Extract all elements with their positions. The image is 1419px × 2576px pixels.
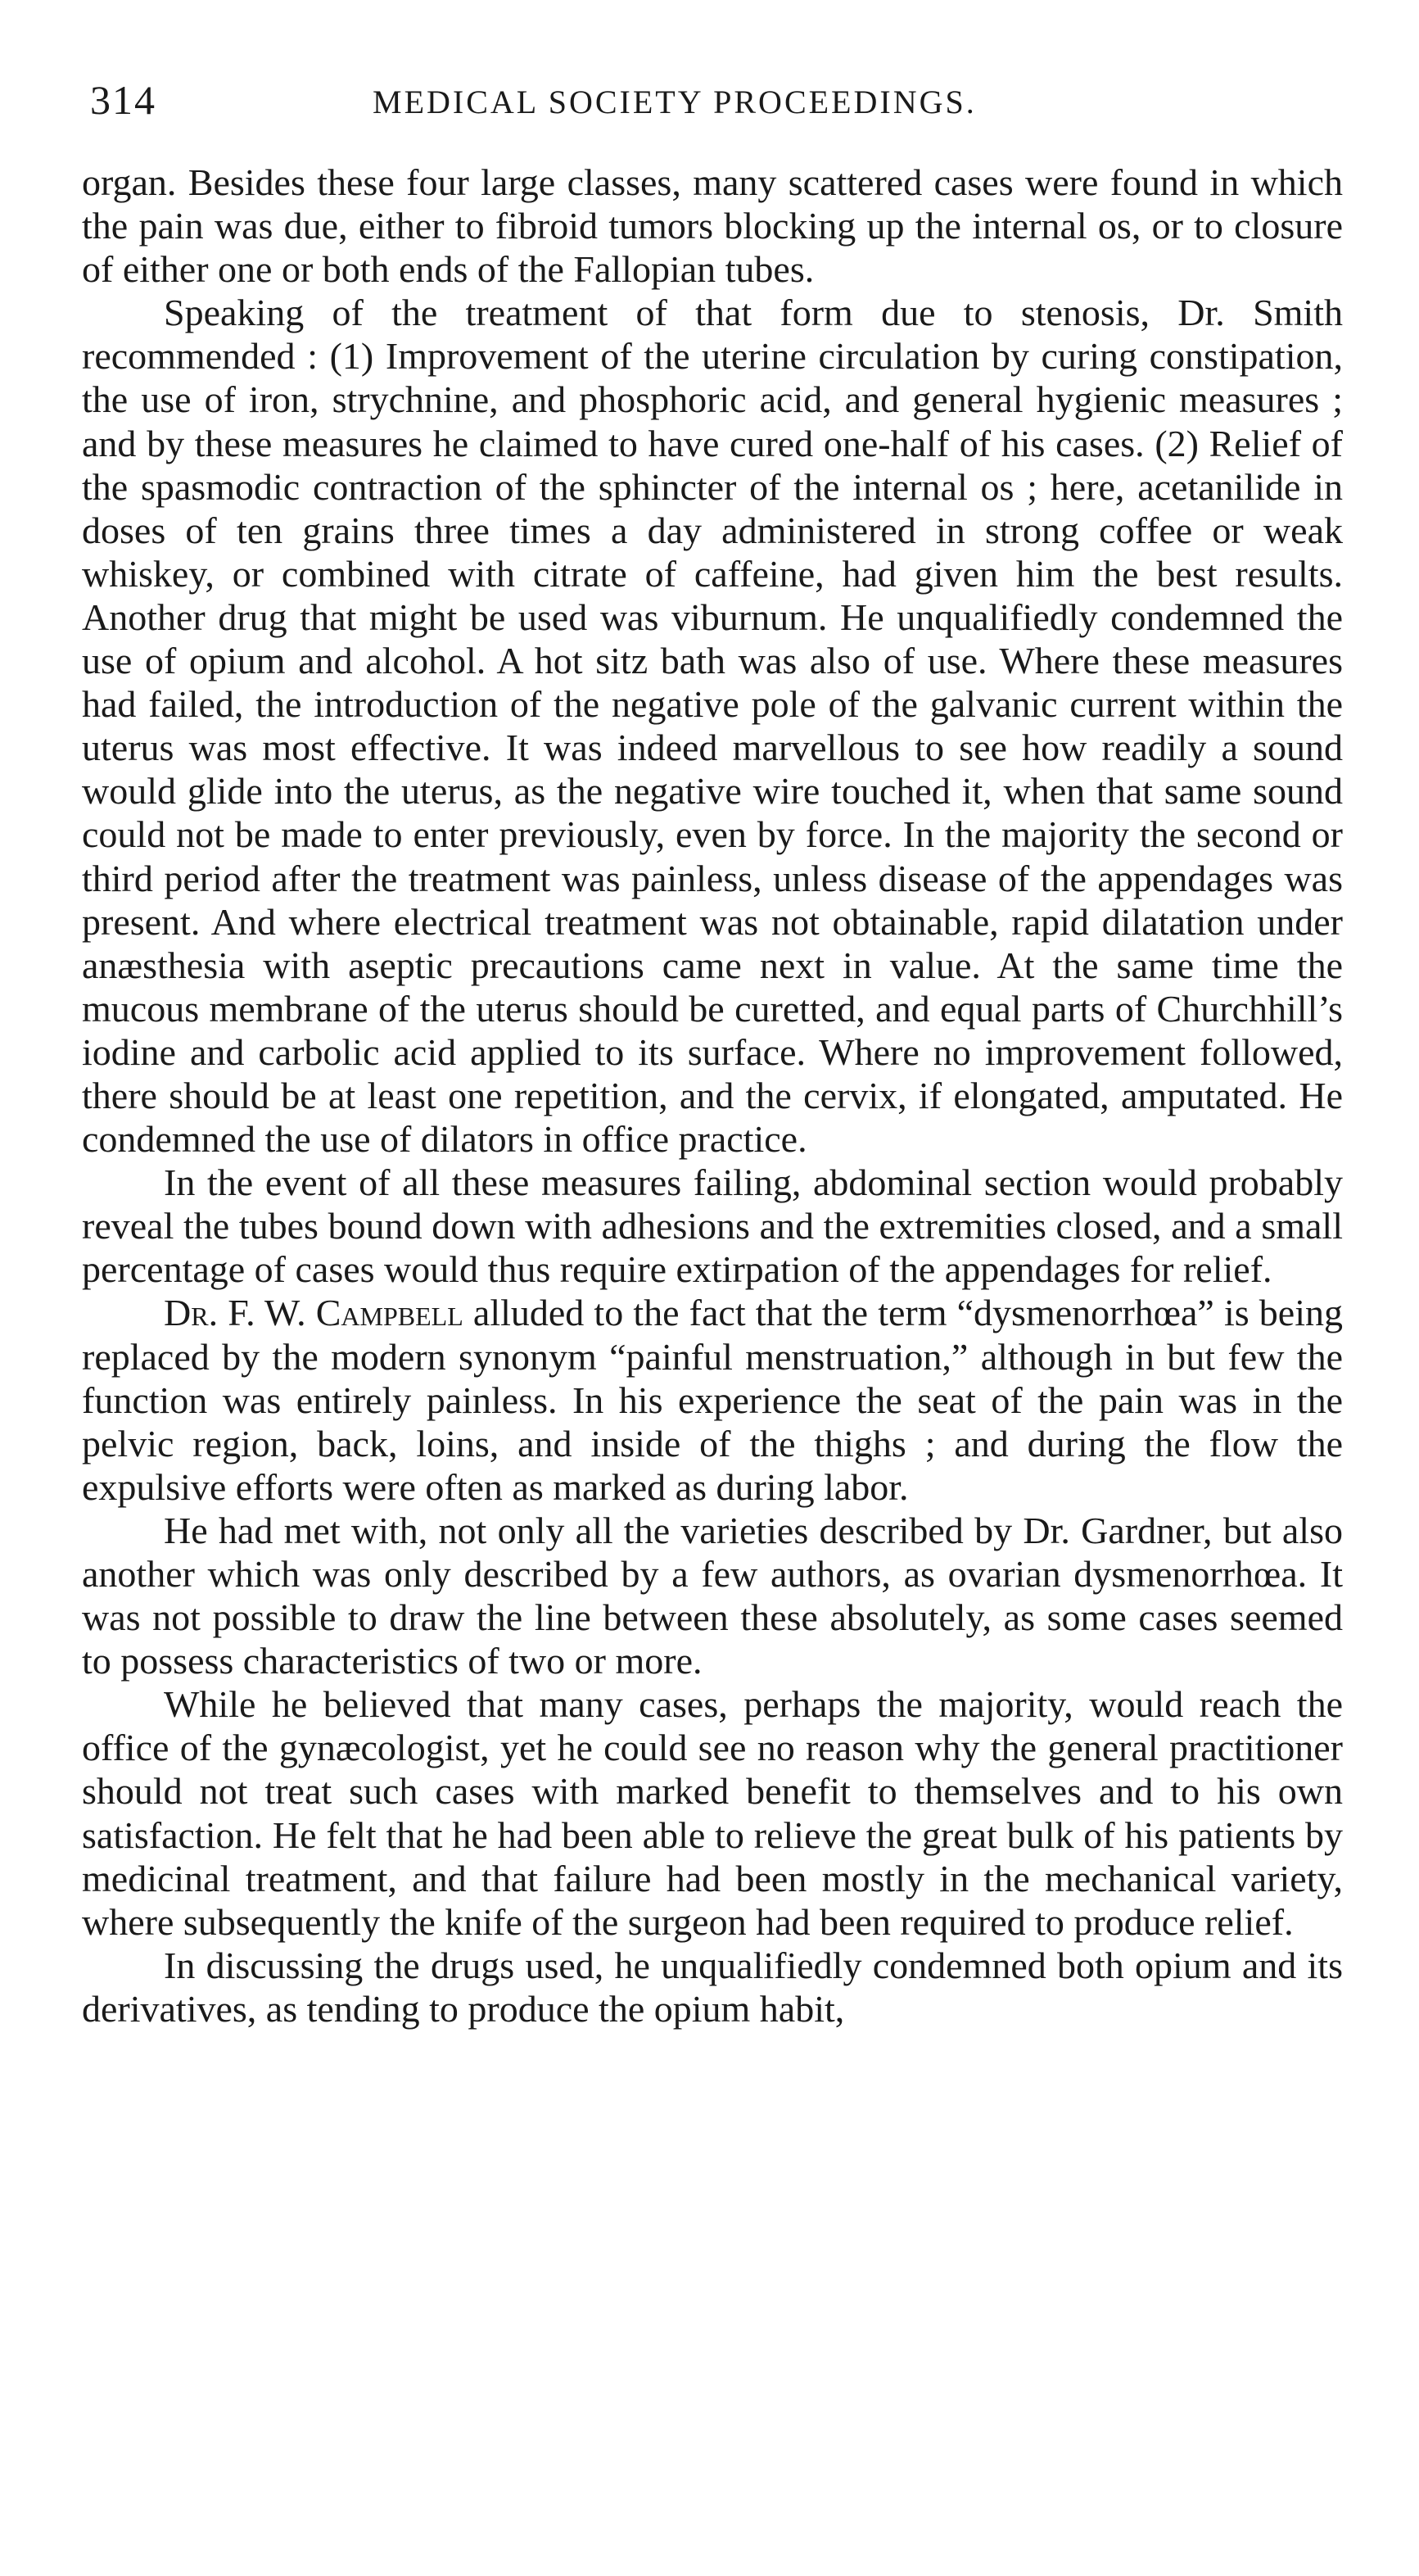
- paragraph-campbell-text: alluded to the fact that the term “dysmenorrhœa” is being replaced by the modern synonym “painful menstruation,” although in but few the function was entirely painless. In his experience the seat of the pain was in the pelvic region, back, loins, and inside of the thighs ; and during the flow the expulsive efforts were often as marked as during labor.: [82, 1292, 1343, 1508]
- paragraph-abdominal-section: In the event of all these measures failing, abdominal section would probably reveal the tubes bound down with adhesions and the extremities closed, and a small percentage of cases would thus require extirpation of the appendages for relief.: [82, 1161, 1343, 1291]
- paragraph-continuation: organ. Besides these four large classes, many scattered cases were found in which the pain was due, either to fibroid tumors blocking up the internal os, or to closure of either one or both ends of the Fallopian tubes.: [82, 161, 1343, 291]
- paragraph-smith-treatment: Speaking of the treatment of that form due to stenosis, Dr. Smith recommended : (1) Improvement of the uterine circulation by curing constipation, the use of iron, strychnine, and phosphoric acid, and general hygienic measures ; and by these measures he claimed to have cured one-half of his cases. (2) Relief of the spasmodic contraction of the sphincter of the internal os ; here, acetanilide in doses of ten grains three times a day administered in strong coffee or weak whiskey, or combined with citrate of caffeine, had given him the best results. Another drug that might be used was viburnum. He unqualifiedly condemned the use of opium and alcohol. A hot sitz bath was also of use. Where these measures had failed, the introduction of the negative pole of the galvanic current within the uterus was most effective. It was indeed marvellous to see how readily a sound would glide into the uterus, as the negative wire touched it, when that same sound could not be made to enter previously, even by force. In the majority the second or third period after the treatment was painless, unless disease of the appendages was present. And where electrical treatment was not obtainable, rapid dilatation under anæsthesia with aseptic precautions came next in value. At the same time the mucous membrane of the uterus should be curetted, and equal parts of Churchhill’s iodine and carbolic acid applied to its surface. Where no improvement followed, there should be at least one repetition, and the cervix, if elongated, amputated. He condemned the use of dilators in office practice.: [82, 292, 1343, 1161]
- body-text: [82, 161, 1343, 2030]
- paragraph-varieties: He had met with, not only all the varieties described by Dr. Gardner, but also another which was only described by a few authors, as ovarian dysmenorrhœa. It was not possible to draw the line between these absolutely, as some cases seemed to possess characteristics of two or more.: [82, 1509, 1343, 1682]
- running-title: MEDICAL SOCIETY PROCEEDINGS.: [373, 84, 977, 120]
- paragraph-drugs: In discussing the drugs used, he unqualifiedly condemned both opium and its derivatives, as tending to produce the opium habit,: [82, 1944, 1343, 2030]
- running-header: [90, 75, 1351, 133]
- paragraph-general-practitioner: While he believed that many cases, perhaps the majority, would reach the office of the gynæcologist, yet he could see no reason why the general practitioner should not treat such cases with marked benefit to themselves and to his own satisfaction. He felt that he had been able to relieve the great bulk of his patients by medicinal treatment, and that failure had been mostly in the mechanical variety, where subsequently the knife of the surgeon had been required to produce relief.: [82, 1683, 1343, 1943]
- speaker-name: Dr. F. W. Campbell: [164, 1292, 463, 1334]
- page-number: 314: [90, 77, 156, 123]
- paragraph-campbell-remarks: [82, 1291, 1343, 1508]
